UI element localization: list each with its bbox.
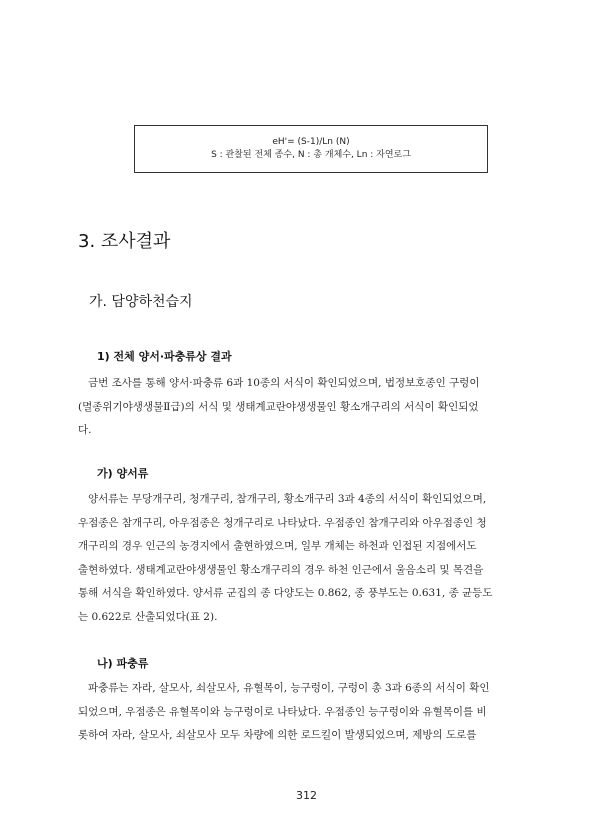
subsection-title: 가. 담양하천습지 (89, 294, 193, 310)
section-title: 3. 조사결과 (78, 231, 171, 252)
text-line: 롯하여 자라, 살모사, 쇠살모사 모두 차량에 의한 로드킬이 발생되었으며, 제방의 도로를 (78, 729, 477, 741)
paragraph-amphibians (78, 488, 537, 629)
text-line: 우점종은 참개구리, 아우점종은 청개구리로 나타났다. 우점종인 참개구리와 아우점종인 청 (78, 516, 487, 529)
text-line: 다. (78, 424, 92, 436)
text-line: 금번 조사를 통해 양서·파충류 6과 10종의 서식이 확인되었으며, 법정보호종인 구렁이 (88, 377, 480, 389)
heading-amphibians: 가) 양서류 (97, 467, 149, 480)
text-line: 양서류는 무당개구리, 청개구리, 참개구리, 황소개구리 3과 4종의 서식이 확인되었으며, (88, 493, 487, 505)
text-line: 개구리의 경우 인근의 농경지에서 출현하였으며, 일부 개체는 하천과 인접된 지점에서도 (78, 540, 477, 552)
formula-legend: S : 관찰된 전체 종수, N : 총 개체수, Ln : 자연로그 (211, 150, 411, 160)
formula-line: eH'= (S-1)/Ln (N) (272, 137, 350, 147)
text-line: 되었으며, 우점종은 유혈목이와 능구렁이로 나타났다. 우점종인 능구렁이와 유혈목이를 비 (78, 705, 487, 718)
formula-box (134, 125, 488, 173)
heading-reptiles: 나) 파충류 (97, 657, 149, 670)
text-line: 출현하였다. 생태계교란야생생물인 황소개구리의 경우 하천 인근에서 울음소리 및 목견을 (78, 563, 484, 576)
text-line: 는 0.622로 산출되었다(표 2). (78, 610, 218, 623)
text-line: 파충류는 자라, 살모사, 쇠살모사, 유혈목이, 능구렁이, 구렁이 총 3과 6종의 서식이 확인 (88, 682, 490, 694)
text-line: (멸종위기야생생물Ⅱ급)의 서식 및 생태계교란야생생물인 황소개구리의 서식이 확인되었 (78, 400, 479, 413)
paragraph-reptiles (78, 677, 537, 748)
subsubsection-title: 1) 전체 양서·파충류상 결과 (97, 350, 232, 363)
paragraph-overview (78, 372, 537, 443)
page-number: 312 (296, 789, 317, 802)
text-line: 통해 서식을 확인하였다. 양서류 군집의 종 다양도는 0.862, 종 풍부도는 0.631, 종 균등도 (78, 587, 493, 599)
